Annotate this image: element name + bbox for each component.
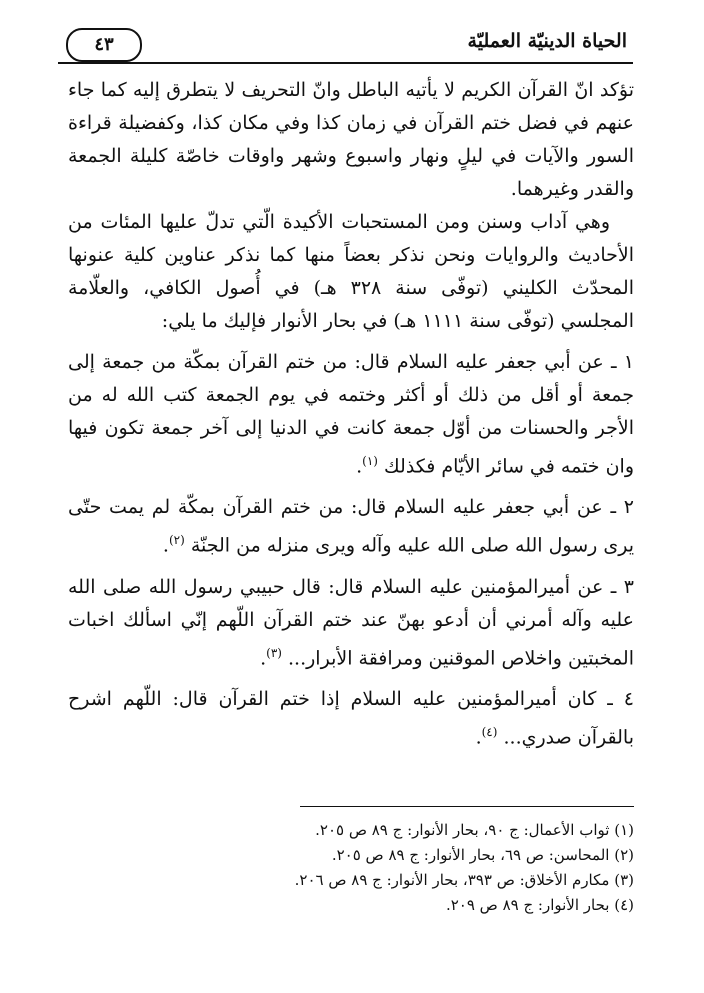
hadith-item: ٣ ـ عن أميرالمؤمنين عليه السلام قال: قال حبيبي رسول الله صلى الله عليه وآله أمرني أن أدعو بهنّ عند ختم القرآن اللّهم إنّي اسألك اخبات المخبتين واخلاص الموقنين ومرافقة الأبرار... $^{(٣)}$.	[68, 575, 634, 669]
paragraph: تؤكد انّ القرآن الكريم لا يأتيه الباطل وانّ التحريف لا يتطرق إليه كما جاء عنهم في فضل ختم القرآن في زمان كذا وفي مكان كذا، وكفضيلة قراءة السور والآيات في ليلٍ ونهار واسبوع وشهر واوقات خاصّة كليلة الجمعة والقدر وغيرهما.	[68, 79, 634, 200]
footnote-reference: (٢)	[168, 533, 185, 548]
footnote: (٤) بحار الأنوار: ج ٨٩ ص ٢٠٩.	[445, 896, 634, 914]
footnote: (٢) المحاسن: ص ٦٩، بحار الأنوار: ج ٨٩ ص ٢٠٥.	[331, 846, 634, 864]
hadith-text: ٣ ـ عن أميرالمؤمنين عليه السلام قال: قال حبيبي رسول الله صلى الله عليه وآله أمرني أن أدعو بهنّ عند ختم القرآن اللّهم إنّي اسألك اخبات المخبتين واخلاص الموقنين ومرافقة الأبرار...	[68, 575, 634, 669]
footnote: (١) ثواب الأعمال: ج ٩٠، بحار الأنوار: ج ٨٩ ص ٢٠٥.	[315, 821, 634, 839]
running-header	[58, 26, 633, 64]
paragraph: وهي آداب وسنن ومن المستحبات الأكيدة الّتي تدلّ عليها المئات من الأحاديث والروايات ونحن نذكر بعضاً منها كما نذكر عناوين كلية عنونها المحدّث الكليني (توفّى سنة ٣٢٨ هـ) في أُصول الكافي، والعلّامة المجلسي (توفّى سنة ١١١١ هـ) في بحار الأنوار فإليك ما يلي:	[68, 211, 634, 332]
hadith-item: ٤ ـ كان أميرالمؤمنين عليه السلام إذا ختم القرآن قال: اللّهم اشرح بالقرآن صدري... $^{(٤)}$.	[68, 687, 634, 749]
hadith-text: ١ ـ عن أبي جعفر عليه السلام قال: من ختم القرآن بمكّة من جمعة إلى جمعة أو أقل من ذلك أو أكثر وختمه في يوم الجمعة كتب الله له من الأجر والحسنات من أوّل جمعة كانت في الدنيا إلى آخر جمعة تكون فيها وان ختمه في سائر الأيّام فكذلك	[68, 351, 634, 478]
footnote: (٣) مكارم الأخلاق: ص ٣٩٣، بحار الأنوار: ج ٨٩ ص ٢٠٦.	[294, 871, 634, 889]
footnote-reference: (٤)	[481, 724, 498, 739]
footnote-reference: (١)	[362, 454, 378, 468]
hadith-item: ٢ ـ عن أبي جعفر عليه السلام قال: من ختم القرآن بمكّة لم يمت حتّى يرى رسول الله صلى الله عليه وآله ويرى منزله من الجنّة $^{(٢)}$.	[68, 496, 634, 557]
footnote-divider	[300, 806, 634, 807]
hadith-text: ٢ ـ عن أبي جعفر عليه السلام قال: من ختم القرآن بمكّة لم يمت حتّى يرى رسول الله صلى الله عليه وآله ويرى منزله من الجنّة	[68, 496, 634, 557]
footnote-reference: (٣)	[266, 645, 282, 660]
hadith-text: ٤ ـ كان أميرالمؤمنين عليه السلام إذا ختم القرآن قال: اللّهم اشرح بالقرآن صدري...	[68, 687, 634, 749]
body-text	[68, 74, 634, 754]
hadith-item: ١ ـ عن أبي جعفر عليه السلام قال: من ختم القرآن بمكّة من جمعة إلى جمعة أو أقل من ذلك أو أكثر وختمه في يوم الجمعة كتب الله له من الأجر والحسنات من أوّل جمعة كانت في الدنيا إلى آخر جمعة تكون فيها وان ختمه في سائر الأيّام فكذلك $^{(١)}$.	[68, 351, 634, 478]
footnotes	[220, 818, 634, 918]
page-number: ٤٣	[66, 28, 142, 62]
header-title: الحياة الدينيّة العمليّة	[467, 30, 627, 52]
